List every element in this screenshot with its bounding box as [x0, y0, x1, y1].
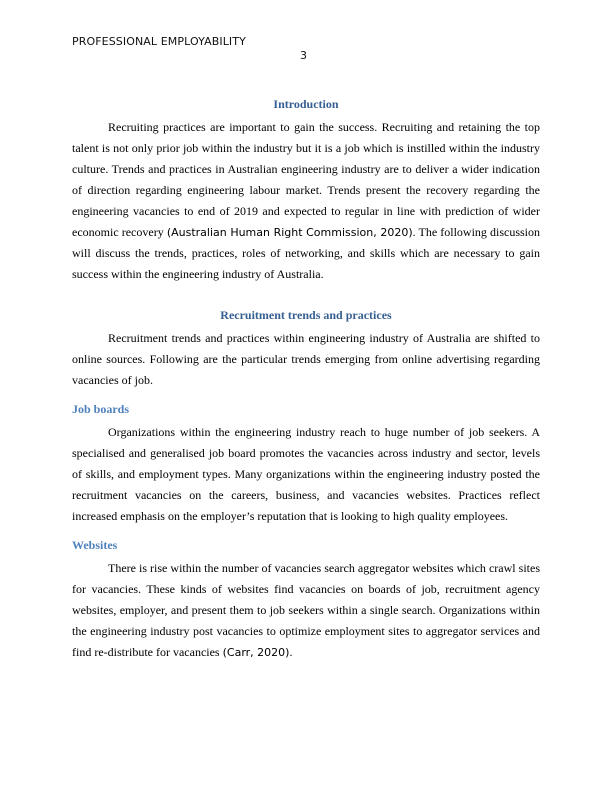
websites-heading: Websites [72, 538, 118, 552]
section-spacer [72, 391, 540, 401]
document-body [72, 96, 540, 663]
websites-citation: (Carr, 2020) [222, 646, 290, 659]
websites-paragraph [72, 558, 540, 663]
introduction-text: Recruiting practices are important to gain the success. Recruiting and retaining the top talent is not only prior job within the industry but it is a job which is instilled within the industry culture. Trends and practices in Australian engineering industry are to deliver a wider indication of direction regarding engineering labour market. Trends present the recovery regarding the engineering vacancies to end of 2019 and expected to regular in line with prediction of wider economic recovery [72, 120, 540, 239]
introduction-heading: Introduction [273, 97, 339, 111]
running-head: PROFESSIONAL EMPLOYABILITY [72, 35, 246, 48]
page-number: 3 [300, 49, 307, 62]
job-boards-paragraph: Organizations within the engineering industry reach to huge number of job seekers. A specialised and generalised job board promotes the vacancies across industry and sector, levels of skills, and employment types. Many organizations within the engineering industry posted the recruitment vacancies on the careers, business, and vacancies websites. Practices reflect increased emphasis on the employer’s reputation that is looking to high quality employees. [72, 425, 540, 523]
websites-text: There is rise within the number of vacancies search aggregator websites which crawl sites for vacancies. These kinds of websites find vacancies on boards of job, recruitment agency websites, employer, and present them to job seekers within a single search. Organizations within the engineering industry post vacancies to optimize employment sites to aggregator services and find re-distribute for vacancies [72, 561, 540, 659]
websites-text-end: . [289, 645, 293, 659]
introduction-paragraph [72, 117, 540, 285]
recruitment-paragraph: Recruitment trends and practices within engineering industry of Australia are shifted to online sources. Following are the particular trends emerging from online advertising regarding vacancies of job. [72, 331, 540, 387]
introduction-text-end: . The following discussion will discuss the trends, practices, roles of networking, and skills which are necessary to gain success within the engineering industry of Australia. [72, 225, 541, 281]
recruitment-heading: Recruitment trends and practices [220, 308, 392, 322]
section-spacer [72, 285, 540, 307]
section-spacer [72, 527, 540, 537]
job-boards-heading: Job boards [72, 402, 130, 416]
introduction-citation: (Australian Human Right Commission, 2020) [166, 226, 413, 239]
